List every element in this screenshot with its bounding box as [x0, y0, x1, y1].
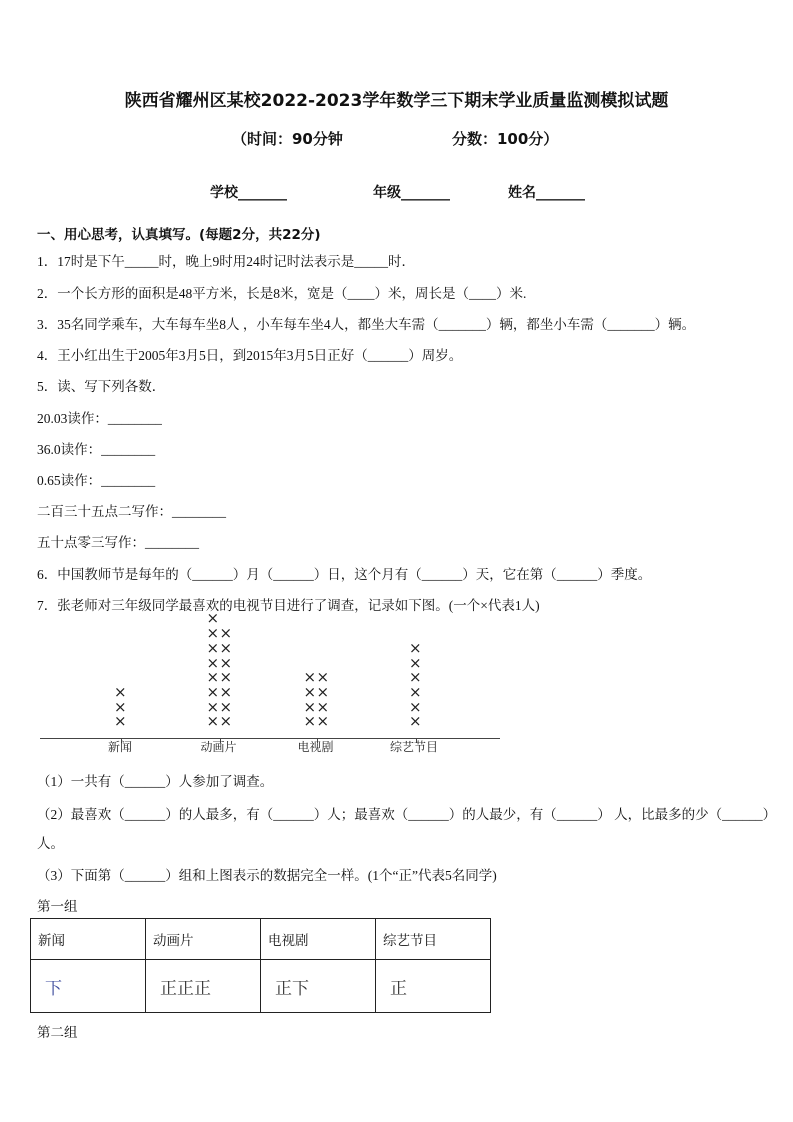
tally-mark: × — [409, 653, 422, 672]
tally-mark: × — [206, 653, 220, 672]
group-1-table — [30, 918, 491, 1013]
read-item-2: 36.0读作：________ — [37, 442, 156, 457]
name-field: 姓名_______ — [508, 185, 585, 201]
tally-mark: × — [219, 682, 233, 701]
tally-mark: × — [316, 712, 330, 731]
read-item-3: 0.65读作：________ — [37, 473, 156, 488]
grade-field: 年级_______ — [373, 185, 450, 201]
tally-mark: × — [409, 712, 422, 731]
tally-mark: × — [219, 653, 233, 672]
table-header-cell: 动画片 — [146, 919, 261, 960]
tally-mark: × — [206, 638, 220, 657]
table-header-cell: 新闻 — [31, 919, 146, 960]
question-5: 5．读、写下列各数． — [37, 379, 166, 394]
group-2-label: 第二组 — [37, 1025, 78, 1040]
tally-mark: × — [114, 697, 127, 716]
exam-time: （时间：90分钟 — [232, 130, 343, 148]
tally-mark: × — [303, 682, 317, 701]
subquestion-1: （1）一共有（______）人参加了调查。 — [37, 774, 274, 789]
category-label: 电视剧 — [297, 740, 334, 754]
question-6: 6．中国教师节是每年的（______）月（______）日，这个月有（______）天，它在第（______）季度。 — [37, 567, 652, 582]
tally-mark: × — [409, 697, 422, 716]
tally-mark: × — [206, 609, 220, 628]
tally-mark: × — [219, 638, 233, 657]
exam-score: 分数：100分） — [452, 130, 559, 148]
subquestion-2: （2）最喜欢（______）的人最多，有（______）人；最喜欢（______）的人最少，有（______） 人，比最多的少（______） — [37, 807, 777, 822]
tally-mark: × — [409, 638, 422, 657]
tally-mark: × — [206, 668, 220, 687]
tally-mark: × — [409, 668, 422, 687]
write-item-1: 二百三十五点二写作：________ — [37, 504, 226, 519]
category-label: 动画片 — [200, 740, 237, 754]
page-title: 陕西省耀州区某校2022-2023学年数学三下期末学业质量监测模拟试题 — [124, 91, 669, 111]
section-heading: 一、用心思考，认真填写。(每题2分，共22分) — [37, 227, 321, 243]
tally-cell: 正正正 — [146, 960, 261, 1013]
question-4: 4．王小红出生于2005年3月5日，到2015年3月5日正好（______）周岁。 — [37, 348, 463, 363]
subquestion-3: （3）下面第（______）组和上图表示的数据完全一样。(1个“正”代表5名同学) — [37, 868, 497, 883]
tally-mark: × — [409, 682, 422, 701]
question-3: 3．35名同学乘车，大车每车坐8人 ，小车每车坐4人，都坐大车需（_______）辆，都坐小车需（_______）辆。 — [37, 317, 696, 332]
tally-mark: × — [206, 697, 220, 716]
tally-mark: × — [219, 697, 233, 716]
tally-mark: × — [303, 712, 317, 731]
tally-mark: × — [303, 697, 317, 716]
tally-cell: 正下 — [261, 960, 376, 1013]
tally-mark: × — [206, 624, 220, 643]
subquestion-2-end: 人。 — [37, 836, 64, 851]
tally-mark: × — [316, 697, 330, 716]
question-7: 7．张老师对三年级同学最喜欢的电视节目进行了调查，记录如下图。(一个×代表1人) — [37, 598, 540, 613]
write-item-2: 五十点零三写作：________ — [37, 535, 199, 550]
tally-mark: × — [206, 682, 220, 701]
tally-mark: × — [316, 682, 330, 701]
tally-mark: × — [303, 668, 317, 687]
school-field: 学校_______ — [210, 185, 287, 201]
question-2: 2．一个长方形的面积是48平方米，长是8米，宽是（____）米，周长是（____）米. — [37, 286, 527, 301]
tally-mark: × — [316, 668, 330, 687]
group-1-label: 第一组 — [37, 899, 78, 914]
table-header-cell: 电视剧 — [261, 919, 376, 960]
tally-mark: × — [206, 712, 220, 731]
question-1: 1．17时是下午_____时，晚上9时用24时记时法表示是_____时． — [37, 254, 415, 269]
category-label: 综艺节目 — [390, 740, 439, 754]
tally-cell: 正 — [376, 960, 491, 1013]
table-header-cell: 综艺节目 — [376, 919, 491, 960]
tally-mark: × — [114, 682, 127, 701]
read-item-1: 20.03读作：________ — [37, 411, 162, 426]
tally-mark: × — [219, 624, 233, 643]
category-label: 新闻 — [108, 740, 133, 754]
tally-mark: × — [219, 712, 233, 731]
tally-mark: × — [114, 712, 127, 731]
tally-cell: 下 — [31, 960, 146, 1013]
tally-mark: × — [219, 668, 233, 687]
